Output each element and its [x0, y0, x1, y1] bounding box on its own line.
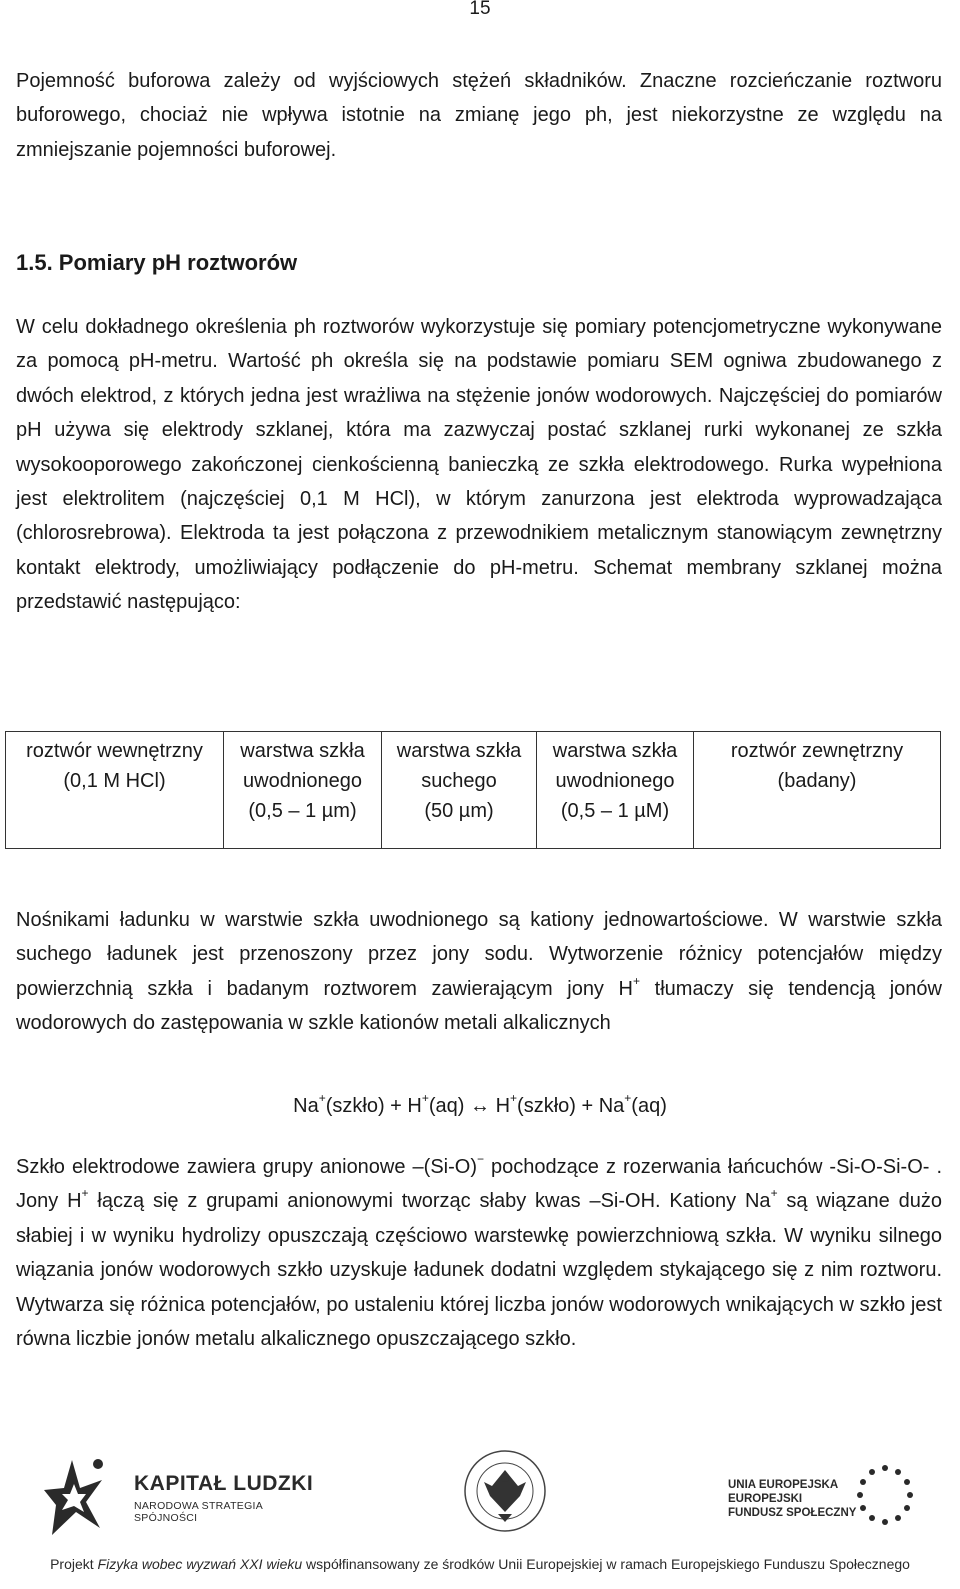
table-row [6, 732, 941, 849]
table-cell-hydrated-glass-outer: warstwa szkła uwodnionego (0,5 – 1 µM) [537, 732, 694, 849]
glass-electrode-paragraph: Szkło elektrodowe zawiera grupy anionowe –(Si-O)− pochodzące z rozerwania łańcuchów -Si-O-Si-O- . Jony H+ łączą się z grupami anionowymi tworząc słaby kwas –Si-OH. Kationy Na+ są wiązane dużo słabiej i w wyniku hydrolizy opuszczają częściowo warstewkę powierzchniową szkła. W wyniku silnego wiązania jonów wodorowych szkło uzyskuje ładunek dodatni względem stykającego się z nim roztworu. Wytwarza się różnica potencjałów, po ustaleniu której liczba jonów wodorowych wnikających w szkło jest równa liczbie jonów metalu alkalicznego opuszczającego szkło. [16, 1152, 943, 1351]
kapital-ludzki-title: KAPITAŁ LUDZKI [134, 1472, 314, 1495]
ion-exchange-equation: Na+(szkło) + H+(aq) ↔ H+(szkło) + Na+(aq) [293, 1091, 667, 1117]
kapital-ludzki-logo [42, 1450, 322, 1540]
kapital-ludzki-star-icon [42, 1450, 122, 1540]
membrane-schema-table [5, 731, 941, 849]
table-cell-inner-solution: roztwór wewnętrzny (0,1 M HCl) [6, 732, 224, 849]
page-number: 15 [469, 0, 491, 19]
section-paragraph: W celu dokładnego określenia ph roztworów wykorzystuje się pomiary potencjometryczne wykonywane za pomocą pH-metru. Wartość ph określa się na podstawie pomiaru SEM ogniwa zbudowanego z dwóch elektrod, z których jedna jest wrażliwa na stężenie jonów wodorowych. Najczęściej do pomiarów pH używa się elektrody szklanej, która ma zazwyczaj postać szklanej rurki wykonanej ze szkła wysokooporowego zakończonej cienkościenną banieczką ze szkła elektrodowego. Rurka wypełniona jest elektrolitem (najczęściej 0,1 M HCl), w którym zanurzona jest elektroda wyprowadzająca (chlorosrebrowa). Elektroda ta jest połączona z przewodnikiem metalicznym stanowiącym zewnętrzny kontakt elektrody, umożliwiający podłączenie do pH-metru. Schemat membrany szklanej można przedstawić następująco: [16, 316, 942, 614]
section-heading: 1.5. Pomiary pH roztworów [16, 250, 298, 275]
footer-project-note: Projekt Fizyka wobec wyzwań XXI wieku współfinansowany ze środków Unii Europejskiej w ramach Europejskiego Funduszu Społecznego [50, 1556, 910, 1572]
table-cell-dry-glass: warstwa szkła suchego (50 µm) [382, 732, 537, 849]
table-cell-outer-solution: roztwór zewnętrzny (badany) [694, 732, 941, 849]
table-cell-hydrated-glass-inner: warstwa szkła uwodnionego (0,5 – 1 µm) [224, 732, 382, 849]
eu-logo-text: UNIA EUROPEJSKA EUROPEJSKI FUNDUSZ SPOŁECZNY [728, 1479, 857, 1519]
charge-carriers-paragraph: Nośnikami ładunku w warstwie szkła uwodnionego są kationy jednowartościowe. W warstwie szkła suchego ładunek jest przenoszony przez jony sodu. Wytworzenie różnicy potencjałów między powierzchnią szkła i badanym roztworem zawierającym jony H+ tłumaczy się tendencją jonów wodorowych do zastępowania w szkle kationów metali alkalicznych [16, 909, 942, 1035]
footer-logos [0, 1440, 960, 1550]
reversible-arrow-icon: ↔ [470, 1095, 490, 1117]
eu-logo [690, 1450, 930, 1540]
intro-paragraph: Pojemność buforowa zależy od wyjściowych stężeń składników. Znaczne rozcieńczanie roztworu buforowego, chociaż nie wpływa istotnie na zmianę jego ph, jest niekorzystne ze względu na zmniejszanie pojemności buforowej. [16, 70, 942, 161]
eu-stars-icon [850, 1460, 920, 1530]
kapital-ludzki-subtitle: NARODOWA STRATEGIA SPÓJNOŚCI [134, 1500, 263, 1524]
university-seal-logo [462, 1448, 548, 1534]
